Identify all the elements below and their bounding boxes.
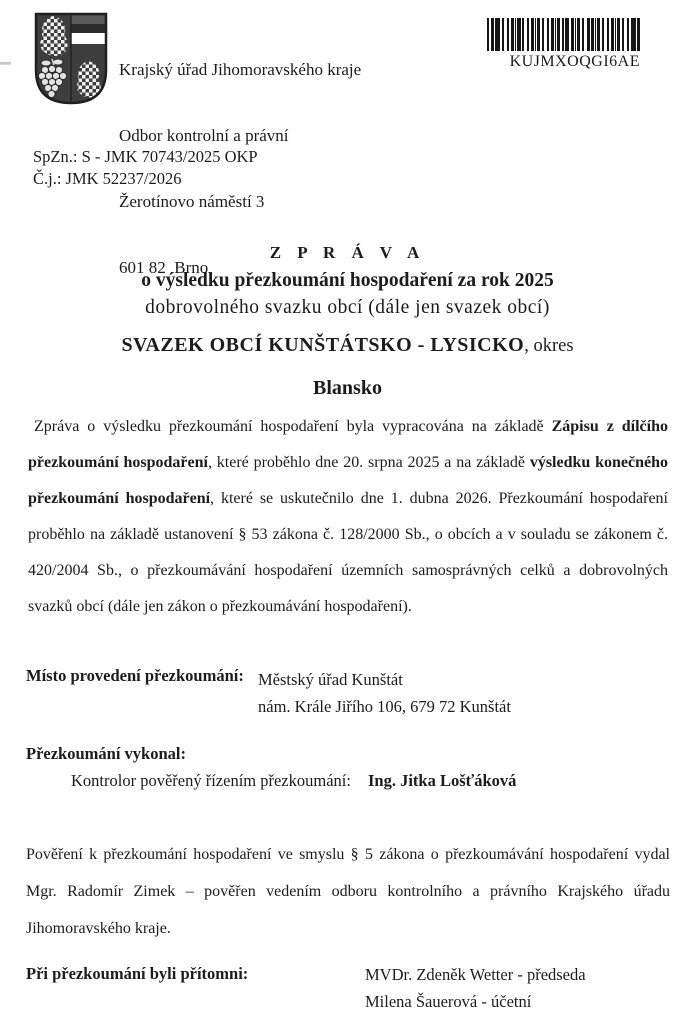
intro-seg-0: Zpráva o výsledku přezkoumání hospodaření byla vypracována na základě (34, 418, 552, 435)
org-street: Žerotínovo náměstí 3 (119, 192, 265, 211)
barcode (487, 18, 640, 71)
authorization-paragraph: Pověření k přezkoumání hospodaření ve smyslu § 5 zákona o přezkoumávání hospodaření vydal Mgr. Radomír Zimek – pověřen vedením odboru kontrolního a právního Krajského úřadu Jihomoravského kraje. (26, 846, 670, 937)
attendees-label: Při přezkoumání byli přítomni: (26, 964, 249, 983)
location-line1: Městský úřad Kunštát (258, 670, 403, 689)
attendee-1: MVDr. Zdeněk Wetter - předseda (365, 965, 586, 984)
report-title: Z P R Á V A (269, 243, 426, 262)
entity-district: Blansko (313, 377, 382, 399)
location-label: Místo provedení přezkoumání: (26, 666, 244, 685)
intro-seg-3: výsledku konečného přezkoumání hospodaření (28, 454, 668, 507)
report-subtitle: o výsledku přezkoumání hospodaření za rok 2025 (141, 270, 554, 291)
attendees-list (365, 962, 586, 1015)
audited-entity-name (0, 330, 695, 361)
auditor-name: Ing. Jitka Lošťáková (368, 771, 517, 790)
org-city: 601 82 Brno (119, 258, 209, 277)
intro-paragraph (28, 409, 668, 625)
auditor-role: Kontrolor pověřený řízením přezkoumání: (71, 771, 351, 790)
file-reference: SpZn.: S - JMK 70743/2025 OKP (33, 147, 258, 166)
entity-name-bold: SVAZEK OBCÍ KUNŠTÁTSKO - LYSICKO (121, 334, 525, 356)
intro-seg-4: , které se uskutečnilo dne 1. dubna 2026. Přezkoumání hospodaření proběhlo na základě ustanovení § 53 zákona č. 128/2000 Sb., o obcích a v souladu se zákonem č. 420/2004 Sb., o přezkoumávání hospodaření územních samosprávných celků a dobrovolných svazků obcí (dále jen zákon o přezkoumávání hospodaření). (28, 490, 669, 615)
location-line2: nám. Krále Jiřího 106, 679 72 Kunštát (258, 697, 511, 716)
document-number: Č.j.: JMK 52237/2026 (33, 168, 182, 188)
org-name: Krajský úřad Jihomoravského kraje (119, 60, 362, 79)
coat-of-arms (33, 12, 109, 106)
title-block (0, 241, 695, 402)
entity-district-prefix: , okres (524, 336, 574, 356)
south-moravia-crest-icon (33, 12, 109, 106)
report-subtitle-2: dobrovolného svazku obcí (dále jen svazek obcí) (145, 297, 550, 318)
reference-block (33, 146, 258, 189)
barcode-label: KUJMXOQGI6AE (509, 53, 640, 70)
intro-seg-2: , které proběhlo dne 20. srpna 2025 a na základě (207, 454, 530, 471)
location-value (258, 666, 511, 720)
org-department: Odbor kontrolní a právní (119, 126, 289, 145)
scan-artifact (0, 62, 11, 65)
auditor-label: Přezkoumání vykonal: (26, 744, 186, 763)
barcode-bars-icon (487, 18, 640, 51)
intro-seg-1: Zápisu z dílčího přezkoumání hospodaření (28, 418, 668, 471)
attendee-2: Milena Šauerová - účetní (365, 991, 532, 1011)
